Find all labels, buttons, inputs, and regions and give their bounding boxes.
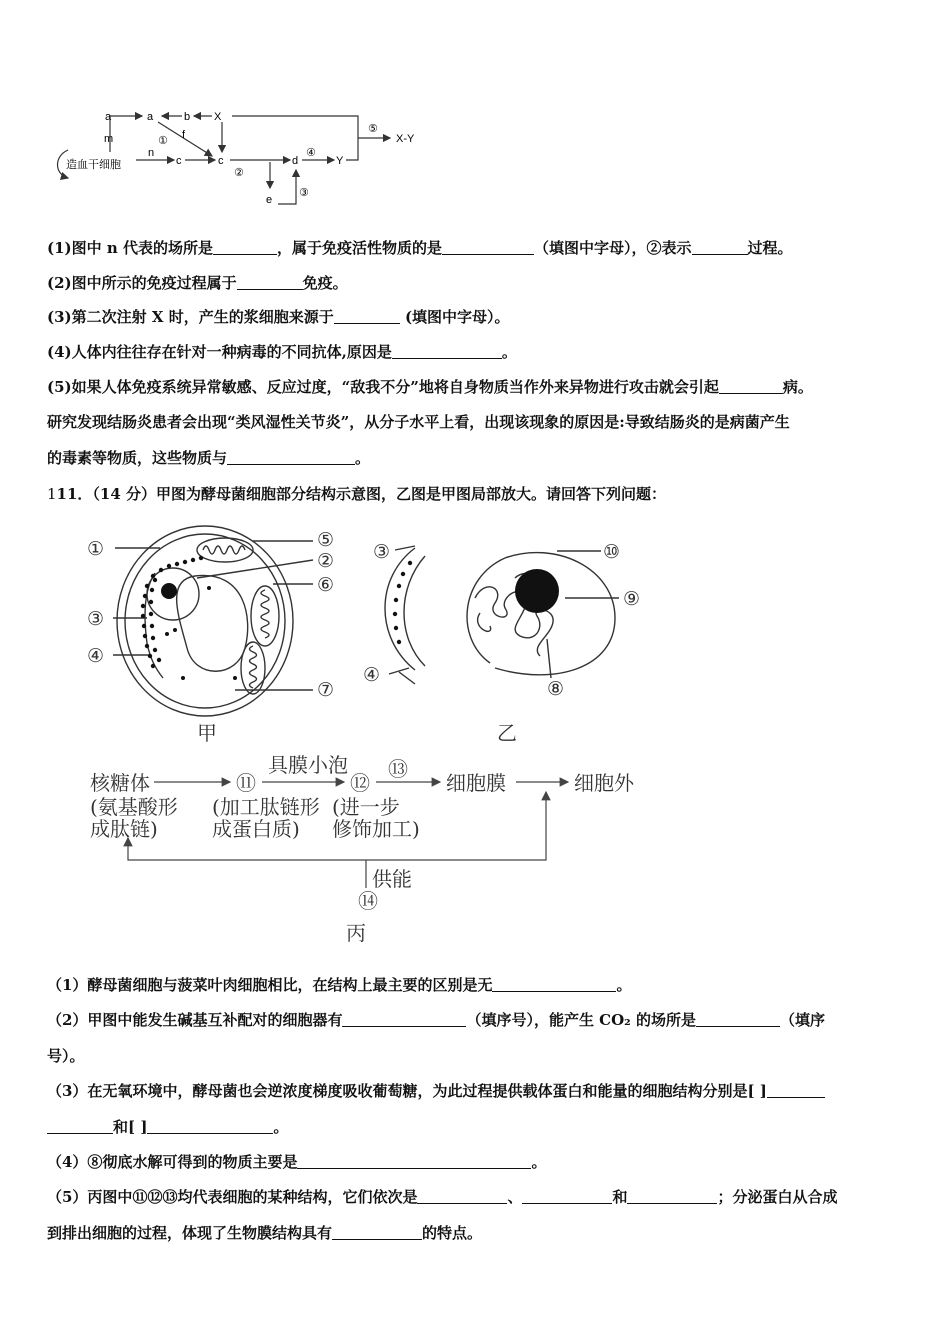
secretion-flow-diagram bbox=[88, 752, 648, 947]
e-node: e bbox=[266, 194, 273, 206]
q10-part5a: (5)如果人体免疫系统异常敏感、反应过度，“敌我不分”地将自身物质当作外来异物进行攻击就会引起 病。 bbox=[47, 378, 813, 396]
a-node-2: a bbox=[147, 111, 154, 123]
q10-part5b: 研究发现结肠炎患者会出现“类风湿性关节炎”，从分子水平上看，出现该现象的原因是:导致结肠炎的是病菌产生 bbox=[47, 413, 790, 431]
d-node: d bbox=[292, 155, 299, 167]
caption-yi: 乙 bbox=[497, 721, 517, 745]
label-2: ② bbox=[317, 550, 335, 572]
flow-node-12-sub1: (进一步 bbox=[332, 795, 400, 819]
yeast-cell-diagram bbox=[75, 518, 655, 748]
q11-sub3b: 和[ ] 。 bbox=[47, 1116, 288, 1137]
q10-part3: (3)第二次注射 X 时，产生的浆细胞来源于 (填图中字母）。 bbox=[47, 308, 510, 326]
flow-node-13: ⑬ bbox=[388, 757, 408, 781]
caption-jia: 甲 bbox=[197, 721, 217, 745]
flow-node-12: ⑫ bbox=[350, 771, 370, 795]
step-3: ③ bbox=[299, 187, 309, 199]
c-node-2: c bbox=[218, 155, 224, 167]
label-9: ⑨ bbox=[623, 588, 641, 610]
q10-part1: (1)图中 n 代表的场所是 ，属于免疫活性物质的是 （填图中字母），②表示 过程。 bbox=[47, 239, 793, 257]
x-node: X bbox=[214, 111, 222, 123]
flow-ribosome: 核糖体 bbox=[90, 771, 150, 795]
flow-node-14: ⑭ bbox=[358, 889, 378, 913]
q11-sub5b: 到排出细胞的过程，体现了生物膜结构具有 的特点。 bbox=[47, 1224, 483, 1242]
flow-vesicle: 具膜小泡 bbox=[268, 753, 348, 777]
q10-part4: (4)人体内往往存在针对一种病毒的不同抗体,原因是 。 bbox=[47, 343, 517, 361]
label-7: ⑦ bbox=[317, 679, 335, 701]
flow-node-11: ⑪ bbox=[236, 771, 256, 795]
step-5: ⑤ bbox=[368, 123, 378, 135]
q11-sub2b: 号）。 bbox=[47, 1047, 85, 1065]
xy-node: X-Y bbox=[396, 133, 415, 145]
flow-ribosome-sub2: 成肽链) bbox=[90, 817, 158, 841]
label-8: ⑧ bbox=[547, 678, 565, 700]
n-label: n bbox=[148, 147, 155, 159]
label-1: ① bbox=[87, 538, 105, 560]
q11-sub1: （1）酵母菌细胞与菠菜叶肉细胞相比，在结构上最主要的区别是无 。 bbox=[47, 976, 632, 994]
flow-membrane: 细胞膜 bbox=[446, 771, 506, 795]
step-2: ② bbox=[234, 167, 244, 179]
label-6: ⑥ bbox=[317, 574, 335, 596]
flow-ribosome-sub1: (氨基酸形 bbox=[90, 795, 178, 819]
y-node: Y bbox=[336, 155, 344, 167]
q11-heading: 111．（14 分）甲图为酵母菌细胞部分结构示意图，乙图是甲图局部放大。请回答下列问题： bbox=[47, 485, 667, 503]
q11-sub5a: （5）丙图中⑪⑫⑬均代表细胞的某种结构，它们依次是 、 和 ；分泌蛋白从合成 bbox=[47, 1188, 838, 1206]
q10-part5c: 的毒素等物质，这些物质与 。 bbox=[47, 449, 371, 467]
flow-node-11-sub2: 成蛋白质) bbox=[212, 817, 300, 841]
q11-sub4: （4）⑧彻底水解可得到的物质主要是 。 bbox=[47, 1153, 547, 1171]
flow-outside: 细胞外 bbox=[574, 771, 634, 795]
stem-cell-label: 造血干细胞 bbox=[66, 159, 121, 171]
b-node: b bbox=[184, 111, 191, 123]
label-10: ⑩ bbox=[603, 541, 621, 563]
flow-node-12-sub2: 修饰加工) bbox=[332, 817, 420, 841]
a-node: a bbox=[105, 111, 112, 123]
c-node: c bbox=[176, 155, 182, 167]
f-label: f bbox=[182, 129, 186, 141]
caption-bing: 丙 bbox=[346, 921, 366, 945]
immune-process-diagram bbox=[50, 100, 450, 215]
step-1: ① bbox=[158, 135, 168, 147]
flow-node-11-sub1: (加工肽链形 bbox=[212, 795, 320, 819]
q11-sub3a: （3）在无氧环境中，酵母菌也会逆浓度梯度吸收葡萄糖，为此过程提供载体蛋白和能量的细胞结构分别是[ ] bbox=[47, 1080, 825, 1101]
label-4-yi: ④ bbox=[363, 664, 381, 686]
q10-part2: (2)图中所示的免疫过程属于 免疫。 bbox=[47, 274, 348, 292]
label-3-yi: ③ bbox=[373, 541, 391, 563]
label-4: ④ bbox=[87, 645, 105, 667]
flow-energy: 供能 bbox=[372, 867, 412, 891]
step-4: ④ bbox=[306, 147, 316, 159]
label-3: ③ bbox=[87, 608, 105, 630]
q11-sub2a: （2）甲图中能发生碱基互补配对的细胞器有 （填序号），能产生 CO₂ 的场所是 （填序 bbox=[47, 1011, 825, 1029]
label-5: ⑤ bbox=[317, 529, 335, 551]
m-label: m bbox=[104, 133, 114, 145]
